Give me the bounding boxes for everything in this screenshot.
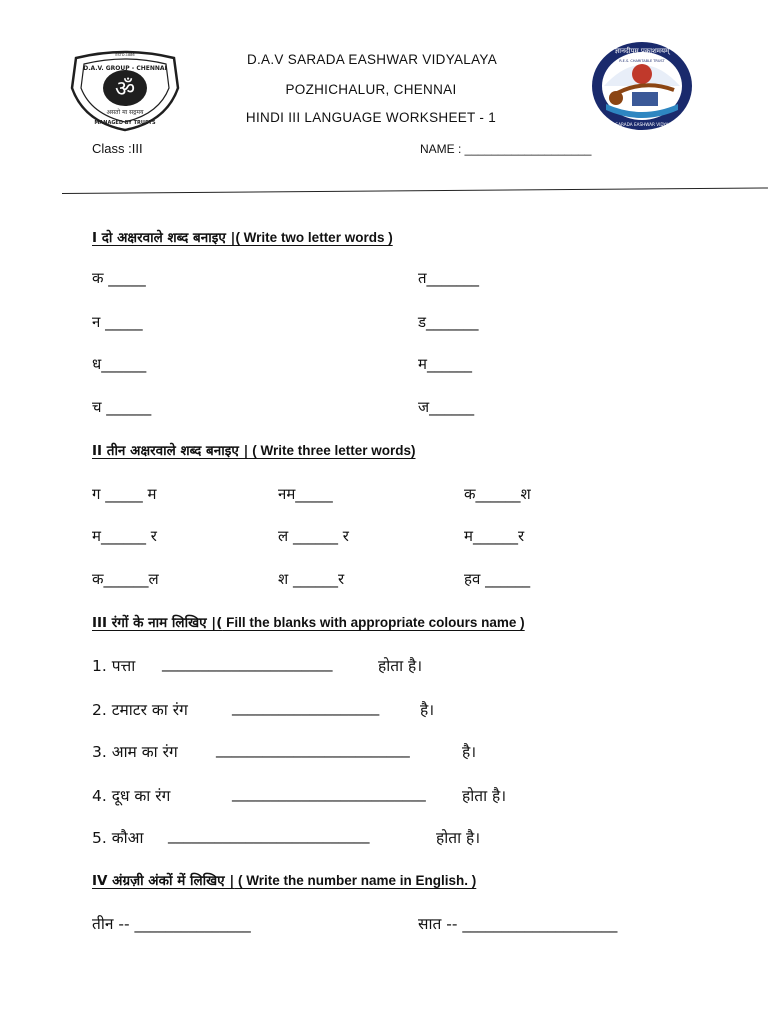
section-4-heading-hindi: IV अंग्रज़ी अंकों में लिखिए | [92, 873, 235, 889]
colour-answer-blank[interactable]: ___________________ [232, 698, 380, 716]
three-letter-word-blank[interactable]: नम_____ [278, 485, 333, 503]
section-1-heading-hindi: I दो अक्षरवाले शब्द बनाइए | [92, 230, 236, 246]
right-logo-text-ring: DAV SARADA EASHWAR VIDYALAYA [605, 122, 679, 127]
section-4-heading-english: ( Write the number name in English. ) [234, 873, 477, 888]
colour-answer-blank[interactable]: _________________________ [216, 740, 410, 758]
two-letter-word-blank[interactable]: ज______ [418, 398, 475, 416]
three-letter-word-blank[interactable]: ग _____ म [92, 485, 157, 503]
left-logo-text-inner: असतो मा सद्गमय [106, 109, 144, 116]
three-letter-word-blank[interactable]: म______र [464, 527, 525, 545]
colour-question-prefix: 1. पत्ता [92, 657, 136, 675]
header-divider [62, 187, 768, 194]
two-letter-word-blank[interactable]: ड_______ [418, 313, 479, 331]
section-2-heading [92, 441, 416, 459]
three-letter-word-blank[interactable]: हव ______ [464, 570, 531, 588]
colour-question-suffix: होता है। [462, 787, 507, 805]
three-letter-word-blank[interactable]: क______श [464, 485, 531, 503]
colour-question-suffix: होता है। [378, 657, 423, 675]
left-logo-text-small: ESTD.1886 [115, 53, 135, 57]
class-label: Class :III [92, 141, 143, 156]
section-1-heading [92, 228, 393, 246]
two-letter-word-blank[interactable]: त_______ [418, 269, 480, 287]
name-field[interactable]: NAME : ___________________ [420, 142, 592, 156]
two-letter-word-blank[interactable]: न _____ [92, 313, 143, 331]
worksheet-title: HINDI III LANGUAGE WORKSHEET - 1 [245, 110, 497, 125]
colour-question-suffix: है। [462, 743, 477, 761]
section-3-heading-hindi: III रंगों के नाम लिखिए |( [92, 615, 223, 631]
left-logo-text-top: D.A.V. GROUP - CHENNAI [83, 65, 167, 72]
right-logo-text-top: ज्ञानदीपम् प्रकाशमयम् [614, 47, 670, 55]
colour-answer-blank[interactable]: ______________________ [162, 654, 333, 672]
school-name: D.A.V SARADA EASHWAR VIDYALAYA [246, 52, 498, 67]
svg-text:ॐ: ॐ [114, 77, 136, 102]
three-letter-word-blank[interactable]: ल ______ र [278, 527, 349, 545]
left-logo-text-bottom: MANAGED BY TRUSTS [94, 120, 156, 126]
section-3-heading [92, 613, 525, 631]
colour-answer-blank[interactable]: _________________________ [232, 784, 426, 802]
section-2-heading-hindi: II तीन अक्षरवाले शब्द बनाइए | [92, 443, 249, 459]
three-letter-word-blank[interactable]: श ______र [278, 570, 345, 588]
section-4-heading [92, 871, 476, 889]
school-location: POZHICHALUR, CHENNAI [285, 82, 457, 97]
colour-question-prefix: 3. आम का रंग [92, 743, 178, 761]
three-letter-word-blank[interactable]: म______ र [92, 527, 157, 545]
section-1-heading-english: ( Write two letter words ) [235, 230, 393, 245]
number-name-blank[interactable]: तीन -- _______________ [92, 915, 251, 933]
number-name-blank[interactable]: सात -- ____________________ [418, 915, 618, 933]
colour-question-prefix: 2. टमाटर का रंग [92, 701, 188, 719]
right-logo-text-trust: R.E.S. CHARITABLE TRUST [619, 59, 665, 63]
colour-question-prefix: 5. कौआ [92, 829, 144, 847]
colour-question-prefix: 4. दूध का रंग [92, 787, 171, 805]
two-letter-word-blank[interactable]: क _____ [92, 269, 146, 287]
section-3-heading-english: Fill the blanks with appropriate colours name ) [222, 615, 525, 630]
two-letter-word-blank[interactable]: ध______ [92, 355, 147, 373]
colour-question-suffix: होता है। [436, 829, 481, 847]
section-2-heading-english: ( Write three letter words) [248, 443, 416, 458]
three-letter-word-blank[interactable]: क______ल [92, 570, 159, 588]
two-letter-word-blank[interactable]: च ______ [92, 398, 152, 416]
colour-question-suffix: है। [420, 701, 435, 719]
two-letter-word-blank[interactable]: म______ [418, 355, 472, 373]
colour-answer-blank[interactable]: __________________________ [168, 826, 370, 844]
